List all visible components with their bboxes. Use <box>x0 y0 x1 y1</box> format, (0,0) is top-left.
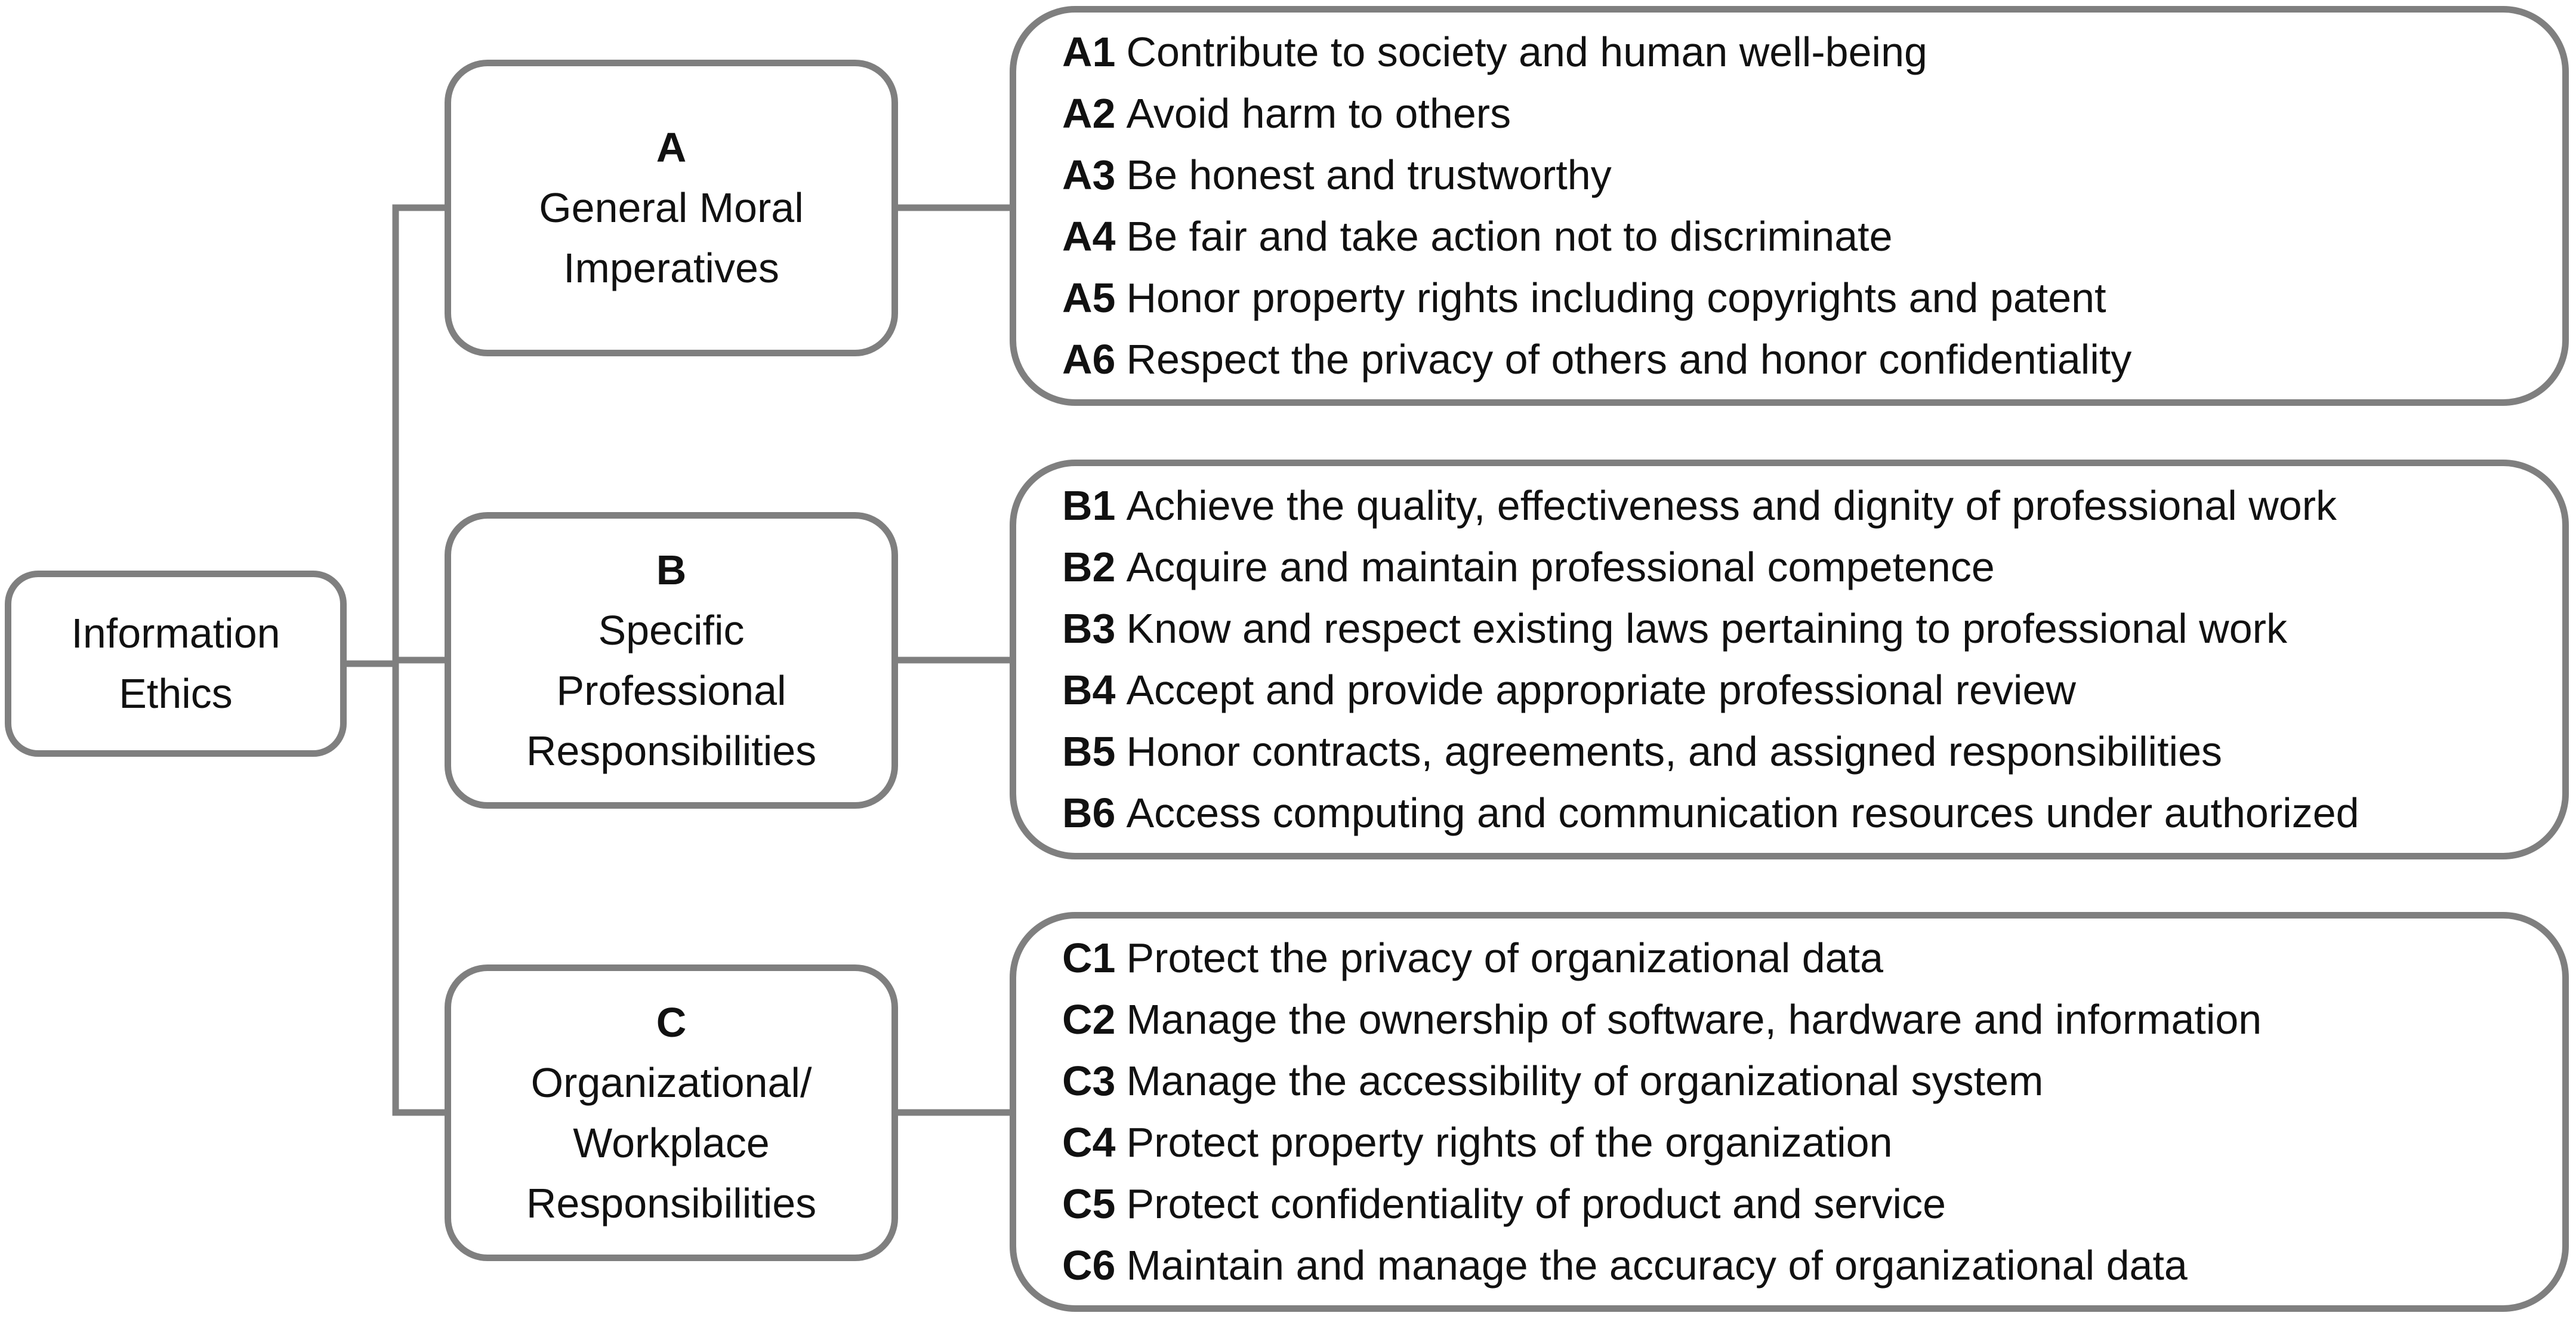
item-code: A6 <box>1062 336 1116 383</box>
list-item-c3 <box>1062 1050 2562 1112</box>
list-item-a3 <box>1062 144 2562 206</box>
list-item-c5 <box>1062 1173 2562 1235</box>
item-code: B3 <box>1062 605 1116 652</box>
category-a-title-line2: Imperatives <box>563 245 779 291</box>
item-code: C2 <box>1062 996 1116 1043</box>
list-item-c1 <box>1062 927 2562 989</box>
list-item-a6 <box>1062 329 2562 390</box>
item-text: Be fair and take action not to discriminate <box>1126 213 1893 260</box>
item-text: Access computing and communication resources under authorized <box>1126 790 2359 836</box>
item-code: A5 <box>1062 275 1116 321</box>
item-text: Manage the ownership of software, hardware and information <box>1126 996 2262 1043</box>
item-code: C6 <box>1062 1242 1116 1289</box>
list-item-c6 <box>1062 1235 2562 1296</box>
list-item-a4 <box>1062 206 2562 267</box>
list-item-b6 <box>1062 782 2562 844</box>
category-c-letter: C <box>656 999 687 1046</box>
category-b-title-line1: Specific <box>598 606 745 654</box>
item-text: Achieve the quality, effectiveness and dignity of professional work <box>1126 482 2337 529</box>
category-c-node <box>445 964 898 1261</box>
item-text: Maintain and manage the accuracy of organizational data <box>1126 1242 2188 1289</box>
list-item-c4 <box>1062 1112 2562 1173</box>
item-text: Contribute to society and human well-being <box>1126 29 1927 75</box>
category-a-item-list <box>1010 6 2569 406</box>
category-b-item-list <box>1010 460 2569 859</box>
list-item-a2 <box>1062 83 2562 144</box>
item-text: Respect the privacy of others and honor confidentiality <box>1126 336 2132 383</box>
category-c-title-line1: Organizational/ <box>530 1059 812 1106</box>
category-c-title-line2: Workplace <box>573 1119 770 1166</box>
item-text: Protect the privacy of organizational data <box>1126 935 1883 981</box>
item-code: A1 <box>1062 29 1116 75</box>
category-a-node <box>445 60 898 356</box>
category-a-title-line1: General Moral <box>539 184 804 231</box>
item-code: B6 <box>1062 790 1116 836</box>
item-text: Avoid harm to others <box>1126 90 1511 137</box>
item-code: A3 <box>1062 152 1116 198</box>
item-text: Be honest and trustworthy <box>1126 152 1612 198</box>
item-code: B1 <box>1062 482 1116 529</box>
item-code: C4 <box>1062 1119 1116 1166</box>
category-a-letter: A <box>656 124 687 171</box>
item-text: Honor property rights including copyrights and patent <box>1126 275 2106 321</box>
item-text: Manage the accessibility of organizational system <box>1126 1058 2044 1104</box>
list-item-b4 <box>1062 660 2562 721</box>
item-text: Know and respect existing laws pertaining to professional work <box>1126 605 2287 652</box>
list-item-b5 <box>1062 721 2562 782</box>
item-code: A4 <box>1062 213 1116 260</box>
item-code: C5 <box>1062 1181 1116 1227</box>
item-code: C1 <box>1062 935 1116 981</box>
list-item-c2 <box>1062 989 2562 1050</box>
category-b-title-line2: Professional <box>556 667 786 714</box>
list-item-a5 <box>1062 267 2562 329</box>
item-code: C3 <box>1062 1058 1116 1104</box>
list-item-b3 <box>1062 598 2562 660</box>
category-c-item-list <box>1010 912 2569 1312</box>
list-item-b2 <box>1062 537 2562 598</box>
list-item-a1 <box>1062 21 2562 83</box>
item-text: Protect property rights of the organization <box>1126 1119 1893 1166</box>
root-label-line1: Information <box>71 610 280 657</box>
category-c-title-line3: Responsibilities <box>526 1179 817 1226</box>
item-code: B4 <box>1062 667 1116 713</box>
item-code: B5 <box>1062 728 1116 775</box>
item-code: A2 <box>1062 90 1116 137</box>
item-text: Acquire and maintain professional competence <box>1126 544 1995 590</box>
item-text: Accept and provide appropriate professional review <box>1126 667 2076 713</box>
list-item-b1 <box>1062 475 2562 537</box>
item-text: Protect confidentiality of product and service <box>1126 1181 1946 1227</box>
root-node-information-ethics <box>5 571 347 757</box>
category-b-node <box>445 512 898 809</box>
category-b-title-line3: Responsibilities <box>526 727 817 774</box>
category-b-letter: B <box>656 546 687 593</box>
root-label-line2: Ethics <box>119 670 233 717</box>
item-code: B2 <box>1062 544 1116 590</box>
item-text: Honor contracts, agreements, and assigned responsibilities <box>1126 728 2223 775</box>
